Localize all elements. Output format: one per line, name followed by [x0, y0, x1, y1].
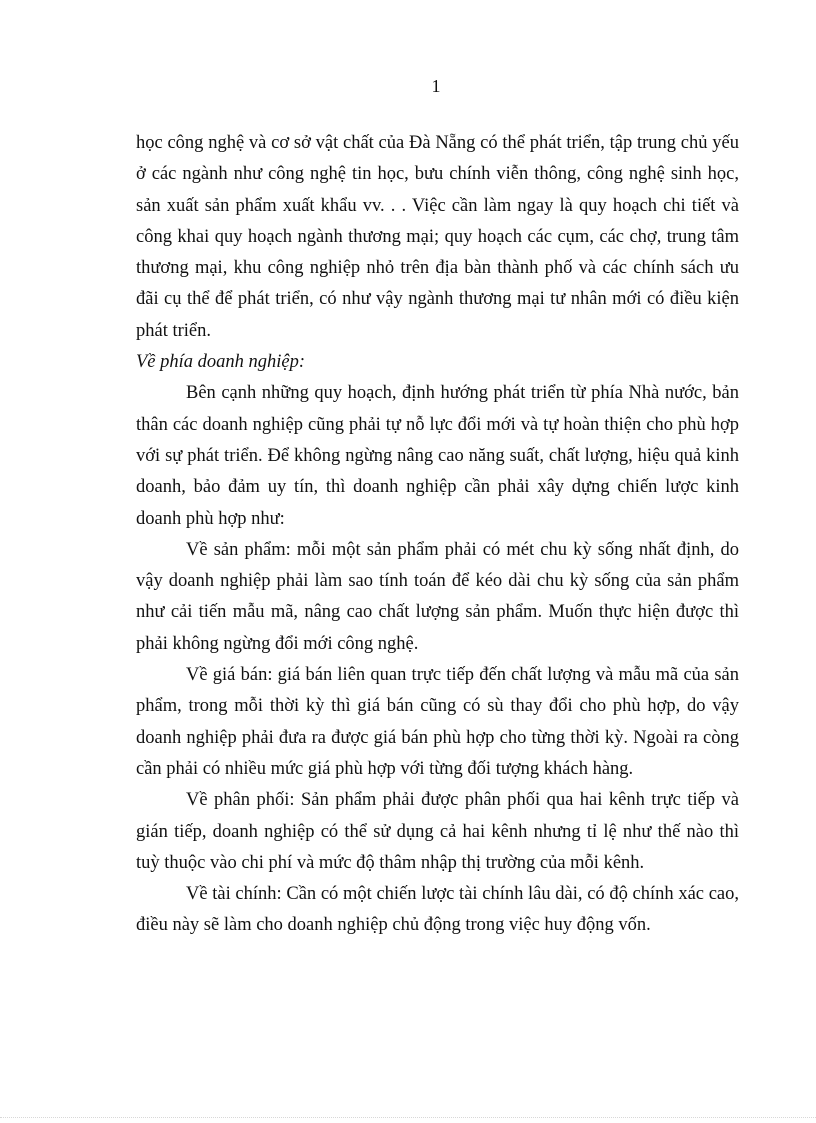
- paragraph-product: Về sản phẩm: mỗi một sản phẩm phải có mét chu kỳ sống nhất định, do vậy doanh nghiệp phải làm sao tính toán để kéo dài chu kỳ sống của sản phẩm như cải tiến mẫu mã, nâng cao chất lượng sản phẩm. Muốn thực hiện được thì phải không ngừng đổi mới công nghệ.: [136, 539, 739, 654]
- paragraph-distribution: Về phân phối: Sản phẩm phải được phân phối qua hai kênh trực tiếp và gián tiếp, doanh nghiệp có thể sử dụng cả hai kênh nhưng tỉ lệ như thế nào thì tuỳ thuộc vào chi phí và mức độ thâm nhập thị trường của mỗi kênh.: [136, 790, 739, 873]
- section-heading-enterprise: Về phía doanh nghiệp:: [136, 352, 306, 373]
- page-bottom-rule: [0, 1117, 816, 1119]
- paragraph-finance: Về tài chính: Cần có một chiến lược tài chính lâu dài, có độ chính xác cao, điều này sẽ làm cho doanh nghiệp chủ động trong việc huy động vốn.: [136, 884, 739, 936]
- page-number: 1: [431, 76, 441, 96]
- paragraph-pricing: Về giá bán: giá bán liên quan trực tiếp đến chất lượng và mẫu mã của sản phẩm, trong mỗi thời kỳ thì giá bán cũng có sù thay đổi cho phù hợp, do vậy doanh nghiệp phải đưa ra được giá bán phù hợp cho từng thời kỳ. Ngoài ra còng cần phải có nhiều mức giá phù hợp với từng đối tượng khách hàng.: [136, 665, 739, 779]
- body-text: [136, 128, 739, 942]
- paragraph-continuation: học công nghệ và cơ sở vật chất của Đà Nẵng có thể phát triển, tập trung chủ yếu ở các ngành như công nghệ tin học, bưu chính viễn thông, công nghệ sinh học, sản xuất sản phẩm xuất khẩu vv. . . Việc cần làm ngay là quy hoạch chi tiết và công khai quy hoạch ngành thương mại; quy hoạch các cụm, các chợ, trung tâm thương mại, khu công nghiệp nhỏ trên địa bàn thành phố và các chính sách ưu đãi cụ thể để phát triển, có như vậy ngành thương mại tư nhân mới có điều kiện phát triển.: [136, 133, 739, 341]
- paragraph-enterprise-intro: Bên cạnh những quy hoạch, định hướng phát triển từ phía Nhà nước, bản thân các doanh nghiệp cũng phải tự nỗ lực đổi mới và tự hoàn thiện cho phù hợp với sự phát triển. Để không ngừng nâng cao năng suất, chất lượng, hiệu quả kinh doanh, bảo đảm uy tín, thì doanh nghiệp cần phải xây dựng chiến lược kinh doanh phù hợp như:: [136, 383, 739, 529]
